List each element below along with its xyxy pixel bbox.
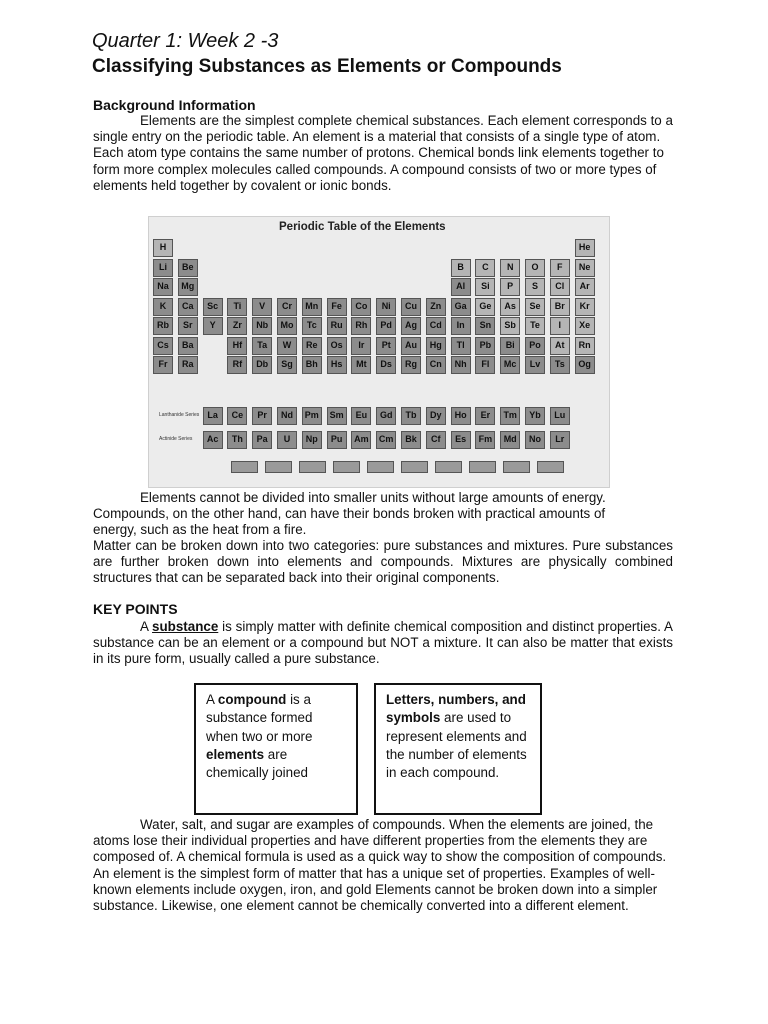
element-cell-xe bbox=[575, 317, 595, 335]
element-cell-bk bbox=[401, 431, 421, 449]
background-heading: Background Information bbox=[93, 97, 256, 113]
element-cell-er bbox=[475, 407, 495, 425]
element-symbol: Lu bbox=[554, 410, 566, 420]
element-symbol: Al bbox=[456, 281, 466, 291]
element-cell-ne bbox=[575, 259, 595, 277]
element-cell-li bbox=[153, 259, 173, 277]
element-cell-eu bbox=[351, 407, 371, 425]
element-cell-hf bbox=[227, 337, 247, 355]
element-symbol: Mn bbox=[305, 300, 319, 311]
element-cell-rh bbox=[351, 317, 371, 335]
element-symbol: Zr bbox=[232, 320, 242, 330]
element-cell-re bbox=[302, 337, 322, 355]
element-symbol: Fm bbox=[478, 434, 493, 444]
box1-text-3: are chemically joined bbox=[206, 746, 308, 781]
legend-swatch bbox=[265, 461, 292, 473]
element-cell-zr bbox=[227, 317, 247, 335]
element-symbol: Mc bbox=[503, 359, 517, 369]
legend-swatch bbox=[367, 461, 394, 473]
element-symbol: Es bbox=[455, 434, 467, 444]
periodic-table-image bbox=[148, 216, 610, 488]
element-cell-rg bbox=[401, 356, 421, 374]
substance-lead: A bbox=[140, 619, 153, 634]
element-symbol: Am bbox=[354, 434, 369, 444]
element-cell-es bbox=[451, 431, 471, 449]
element-symbol: Bh bbox=[305, 359, 318, 369]
element-symbol: Fr bbox=[158, 359, 168, 369]
compounds-paragraph: Water, salt, and sugar are examples of compounds. When the elements are joined, the atoms lose their individual properties and have different properties from the elements they are composed of. A chemical formula is used as a quick way to show the composition of compounds. An element is the simplest form of matter that has a unique set of properties. Examples of well-known elements include oxygen, iron, and gold Elements cannot be broken down into a simpler substance. Likewise, one element cannot be chemically converted into a different element. bbox=[93, 817, 667, 914]
element-cell-ac bbox=[203, 431, 223, 449]
element-symbol: Rf bbox=[232, 359, 243, 369]
element-symbol: Mo bbox=[280, 320, 294, 330]
element-symbol: La bbox=[207, 410, 218, 420]
element-symbol: Tb bbox=[405, 410, 417, 420]
element-cell-pb bbox=[475, 337, 495, 355]
element-cell-fe bbox=[327, 298, 347, 316]
element-cell-sm bbox=[327, 407, 347, 425]
element-cell-i bbox=[550, 317, 570, 335]
element-cell-mt bbox=[351, 356, 371, 374]
element-cell-ra bbox=[178, 356, 198, 374]
element-cell-db bbox=[252, 356, 272, 374]
element-symbol: S bbox=[531, 281, 538, 291]
element-cell-ho bbox=[451, 407, 471, 425]
element-symbol: Nh bbox=[454, 359, 467, 369]
element-cell-lu bbox=[550, 407, 570, 425]
element-cell-kr bbox=[575, 298, 595, 316]
symbols-definition-box bbox=[374, 683, 542, 815]
element-cell-h bbox=[153, 239, 173, 257]
element-cell-si bbox=[475, 278, 495, 296]
element-symbol: Ge bbox=[479, 300, 492, 311]
element-symbol: Ca bbox=[182, 300, 194, 311]
element-cell-rn bbox=[575, 337, 595, 355]
element-symbol: Rg bbox=[405, 359, 417, 369]
element-symbol: Br bbox=[554, 300, 565, 311]
legend-swatch bbox=[231, 461, 258, 473]
element-symbol: Hf bbox=[232, 339, 243, 350]
element-cell-w bbox=[277, 337, 297, 355]
element-cell-ru bbox=[327, 317, 347, 335]
element-symbol: Te bbox=[530, 320, 540, 330]
element-cell-nh bbox=[451, 356, 471, 374]
element-symbol: Cu bbox=[405, 300, 417, 311]
element-symbol: Md bbox=[503, 434, 517, 444]
element-cell-rf bbox=[227, 356, 247, 374]
element-cell-dy bbox=[426, 407, 446, 425]
element-symbol: Ce bbox=[231, 410, 244, 420]
element-symbol: Cf bbox=[431, 434, 441, 444]
element-cell-ti bbox=[227, 298, 247, 316]
element-cell-ar bbox=[575, 278, 595, 296]
element-cell-lr bbox=[550, 431, 570, 449]
element-cell-at bbox=[550, 337, 570, 355]
element-symbol: Au bbox=[405, 339, 417, 350]
element-cell-ba bbox=[178, 337, 198, 355]
element-symbol: Ba bbox=[182, 339, 194, 350]
element-symbol: P bbox=[507, 281, 514, 291]
element-symbol: Ar bbox=[579, 281, 590, 291]
element-symbol: Nb bbox=[256, 320, 269, 330]
box1-text-1: A bbox=[206, 692, 218, 707]
element-symbol: Xe bbox=[579, 320, 591, 330]
element-cell-nb bbox=[252, 317, 272, 335]
legend-swatch bbox=[469, 461, 496, 473]
element-symbol: Er bbox=[480, 410, 491, 420]
element-symbol: U bbox=[283, 434, 291, 444]
element-symbol: Sb bbox=[504, 320, 516, 330]
element-symbol: Bi bbox=[505, 339, 515, 350]
element-cell-v bbox=[252, 298, 272, 316]
element-symbol: Rn bbox=[578, 339, 591, 350]
background-paragraph-3: Matter can be broken down into two categories: pure substances and mixtures. Pure substances are further broken down into elements and compounds. Mixtures are physically combined structures that can be separated back into their original components. bbox=[93, 538, 673, 586]
element-symbol: H bbox=[159, 242, 167, 252]
element-symbol: Cs bbox=[157, 339, 169, 350]
element-symbol: C bbox=[482, 261, 489, 272]
element-symbol: Sm bbox=[329, 410, 344, 420]
element-cell-ts bbox=[550, 356, 570, 374]
element-symbol: Si bbox=[481, 281, 490, 291]
element-cell-hs bbox=[327, 356, 347, 374]
element-cell-se bbox=[525, 298, 545, 316]
element-symbol: Sg bbox=[281, 359, 293, 369]
element-symbol: N bbox=[506, 261, 514, 272]
substance-term: substance bbox=[152, 619, 219, 634]
element-cell-fl bbox=[475, 356, 495, 374]
element-cell-no bbox=[525, 431, 545, 449]
legend-swatch bbox=[537, 461, 564, 473]
element-symbol: Tm bbox=[503, 410, 517, 420]
element-cell-md bbox=[500, 431, 520, 449]
element-symbol: Cn bbox=[429, 359, 442, 369]
substance-paragraph bbox=[93, 619, 673, 668]
background-paragraph-2: Elements cannot be divided into smaller units without large amounts of energy. Compounds, on the other hand, can have their bonds broken with practical amounts of energy, such as the heat from a fire. bbox=[93, 490, 606, 538]
element-cell-c bbox=[475, 259, 495, 277]
element-symbol: F bbox=[557, 261, 563, 272]
legend-swatch bbox=[299, 461, 326, 473]
element-cell-ce bbox=[227, 407, 247, 425]
box1-bold-compound: compound bbox=[217, 692, 287, 707]
element-cell-os bbox=[327, 337, 347, 355]
element-symbol: Ts bbox=[554, 359, 565, 369]
element-symbol: Ne bbox=[578, 261, 591, 272]
element-symbol: Eu bbox=[355, 410, 368, 420]
element-symbol: In bbox=[456, 320, 465, 330]
legend-swatch bbox=[503, 461, 530, 473]
lanthanide-label: Lanthanide Series bbox=[159, 412, 200, 418]
element-cell-og bbox=[575, 356, 595, 374]
element-cell-ca bbox=[178, 298, 198, 316]
element-symbol: Cm bbox=[378, 434, 394, 444]
compound-definition-box bbox=[194, 683, 358, 815]
element-cell-u bbox=[277, 431, 297, 449]
element-cell-na bbox=[153, 278, 173, 296]
element-symbol: Db bbox=[256, 359, 269, 369]
element-cell-zn bbox=[426, 298, 446, 316]
element-cell-co bbox=[351, 298, 371, 316]
element-symbol: Os bbox=[330, 339, 343, 350]
element-symbol: Se bbox=[529, 300, 541, 311]
quarter-label: Quarter 1: Week 2 -3 bbox=[92, 30, 279, 52]
element-cell-te bbox=[525, 317, 545, 335]
element-cell-ta bbox=[252, 337, 272, 355]
element-symbol: V bbox=[259, 300, 266, 311]
element-cell-cs bbox=[153, 337, 173, 355]
element-symbol: Ho bbox=[454, 410, 467, 420]
element-cell-sn bbox=[475, 317, 495, 335]
element-symbol: Hs bbox=[330, 359, 343, 369]
element-cell-th bbox=[227, 431, 247, 449]
element-symbol: Pd bbox=[380, 320, 392, 330]
element-symbol: B bbox=[457, 261, 464, 272]
element-symbol: Na bbox=[157, 281, 169, 291]
element-symbol: Ir bbox=[358, 339, 365, 350]
element-cell-po bbox=[525, 337, 545, 355]
element-symbol: Po bbox=[529, 339, 541, 350]
element-cell-yb bbox=[525, 407, 545, 425]
element-cell-cd bbox=[426, 317, 446, 335]
element-cell-tm bbox=[500, 407, 520, 425]
element-symbol: Bk bbox=[405, 434, 417, 444]
element-cell-as bbox=[500, 298, 520, 316]
element-cell-mg bbox=[178, 278, 198, 296]
element-symbol: Ni bbox=[381, 300, 391, 311]
element-symbol: Tc bbox=[306, 320, 317, 330]
element-symbol: Sn bbox=[479, 320, 492, 330]
element-symbol: Fe bbox=[331, 300, 342, 311]
box2-bold-symbols: Letters, numbers, and symbols bbox=[386, 692, 526, 726]
element-cell-ds bbox=[376, 356, 396, 374]
element-cell-ge bbox=[475, 298, 495, 316]
element-symbol: O bbox=[531, 261, 539, 272]
key-points-heading: KEY POINTS bbox=[93, 601, 178, 617]
actinide-label: Actinide Series bbox=[159, 436, 193, 442]
element-cell-pt bbox=[376, 337, 396, 355]
element-symbol: Th bbox=[231, 434, 243, 444]
element-cell-cr bbox=[277, 298, 297, 316]
element-cell-bh bbox=[302, 356, 322, 374]
element-cell-ag bbox=[401, 317, 421, 335]
element-symbol: Fl bbox=[481, 359, 490, 369]
element-cell-pu bbox=[327, 431, 347, 449]
element-symbol: As bbox=[504, 300, 516, 311]
element-cell-np bbox=[302, 431, 322, 449]
element-cell-cl bbox=[550, 278, 570, 296]
element-symbol: Rb bbox=[157, 320, 169, 330]
legend-swatch bbox=[401, 461, 428, 473]
element-cell-sb bbox=[500, 317, 520, 335]
element-symbol: Re bbox=[306, 339, 318, 350]
element-cell-fr bbox=[153, 356, 173, 374]
element-symbol: Rh bbox=[355, 320, 368, 330]
element-cell-br bbox=[550, 298, 570, 316]
element-symbol: He bbox=[578, 242, 591, 252]
box2-text-1: are used to represent elements and the number of elements in each compound. bbox=[386, 710, 527, 781]
element-cell-cm bbox=[376, 431, 396, 449]
element-symbol: Sr bbox=[183, 320, 193, 330]
element-symbol: Li bbox=[159, 261, 167, 272]
background-paragraph-1: Elements are the simplest complete chemical substances. Each element corresponds to a single entry on the periodic table. An element is a material that consists of a single type of atom. Each atom type contains the same number of protons. Chemical bonds link elements together to form more complex molecules called compounds. A compound consists of two or more types of elements held together by covalent or ionic bonds. bbox=[93, 113, 673, 193]
element-symbol: Zn bbox=[430, 300, 442, 311]
element-cell-cf bbox=[426, 431, 446, 449]
element-cell-p bbox=[500, 278, 520, 296]
element-cell-mc bbox=[500, 356, 520, 374]
element-cell-pm bbox=[302, 407, 322, 425]
element-symbol: Hg bbox=[429, 339, 442, 350]
element-symbol: Cl bbox=[555, 281, 565, 291]
element-cell-tb bbox=[401, 407, 421, 425]
element-cell-tc bbox=[302, 317, 322, 335]
element-symbol: Ru bbox=[330, 320, 343, 330]
legend-swatch bbox=[333, 461, 360, 473]
element-symbol: Y bbox=[209, 320, 216, 330]
element-cell-pd bbox=[376, 317, 396, 335]
box1-text-2: is a substance formed when two or more bbox=[206, 692, 313, 744]
legend-swatch bbox=[435, 461, 462, 473]
element-symbol: Kr bbox=[579, 300, 590, 311]
element-symbol: Sc bbox=[207, 300, 219, 311]
element-symbol: W bbox=[282, 339, 292, 350]
element-symbol: At bbox=[555, 339, 565, 350]
element-cell-hg bbox=[426, 337, 446, 355]
element-cell-s bbox=[525, 278, 545, 296]
element-symbol: Pa bbox=[256, 434, 268, 444]
element-cell-am bbox=[351, 431, 371, 449]
element-symbol: Np bbox=[305, 434, 318, 444]
element-cell-cu bbox=[401, 298, 421, 316]
element-cell-nd bbox=[277, 407, 297, 425]
element-cell-pa bbox=[252, 431, 272, 449]
element-cell-in bbox=[451, 317, 471, 335]
element-symbol: Nd bbox=[281, 410, 293, 420]
element-symbol: No bbox=[529, 434, 541, 444]
element-cell-rb bbox=[153, 317, 173, 335]
element-symbol: Tl bbox=[456, 339, 465, 350]
element-cell-tl bbox=[451, 337, 471, 355]
element-symbol: Cr bbox=[281, 300, 292, 311]
element-cell-au bbox=[401, 337, 421, 355]
element-symbol: Cd bbox=[429, 320, 442, 330]
element-symbol: Pr bbox=[257, 410, 267, 420]
element-cell-ga bbox=[451, 298, 471, 316]
element-symbol: Ra bbox=[182, 359, 194, 369]
element-symbol: Ga bbox=[454, 300, 467, 311]
element-cell-sc bbox=[203, 298, 223, 316]
element-cell-f bbox=[550, 259, 570, 277]
element-cell-ir bbox=[351, 337, 371, 355]
element-symbol: Dy bbox=[430, 410, 442, 420]
element-symbol: Ta bbox=[257, 339, 268, 350]
element-cell-la bbox=[203, 407, 223, 425]
element-symbol: Pu bbox=[330, 434, 343, 444]
element-symbol: Ti bbox=[233, 300, 242, 311]
element-symbol: Be bbox=[182, 261, 194, 272]
element-symbol: Yb bbox=[529, 410, 541, 420]
box1-bold-elements: elements bbox=[206, 746, 265, 762]
element-cell-lv bbox=[525, 356, 545, 374]
element-symbol: Pb bbox=[479, 339, 492, 350]
element-symbol: Gd bbox=[379, 410, 393, 420]
element-symbol: Lr bbox=[555, 434, 565, 444]
element-symbol: Mg bbox=[181, 281, 195, 291]
element-symbol: I bbox=[558, 320, 562, 330]
substance-rest: is simply matter with definite chemical composition and distinct properties. A substance can be an element or a compound but NOT a mixture. It can also be matter that exists in its pure form, usually called a pure substance. bbox=[93, 619, 673, 667]
element-symbol: Ag bbox=[405, 320, 417, 330]
element-cell-al bbox=[451, 278, 471, 296]
element-symbol: Pt bbox=[381, 339, 391, 350]
element-cell-cn bbox=[426, 356, 446, 374]
element-symbol: K bbox=[159, 300, 167, 311]
element-symbol: Co bbox=[355, 300, 368, 311]
element-cell-he bbox=[575, 239, 595, 257]
element-cell-mo bbox=[277, 317, 297, 335]
element-symbol: Mt bbox=[356, 359, 367, 369]
element-cell-b bbox=[451, 259, 471, 277]
element-symbol: Ds bbox=[380, 359, 392, 369]
element-cell-n bbox=[500, 259, 520, 277]
element-symbol: Lv bbox=[529, 359, 541, 369]
element-symbol: Ac bbox=[206, 434, 219, 444]
element-cell-sg bbox=[277, 356, 297, 374]
element-cell-sr bbox=[178, 317, 198, 335]
element-symbol: Og bbox=[578, 359, 591, 369]
element-cell-fm bbox=[475, 431, 495, 449]
element-cell-o bbox=[525, 259, 545, 277]
element-cell-pr bbox=[252, 407, 272, 425]
element-cell-y bbox=[203, 317, 223, 335]
element-cell-bi bbox=[500, 337, 520, 355]
element-cell-gd bbox=[376, 407, 396, 425]
page-title: Classifying Substances as Elements or Compounds bbox=[92, 56, 562, 77]
element-cell-mn bbox=[302, 298, 322, 316]
element-cell-be bbox=[178, 259, 198, 277]
element-symbol: Pm bbox=[304, 410, 319, 420]
element-cell-ni bbox=[376, 298, 396, 316]
element-cell-k bbox=[153, 298, 173, 316]
periodic-table-title: Periodic Table of the Elements bbox=[279, 221, 446, 233]
